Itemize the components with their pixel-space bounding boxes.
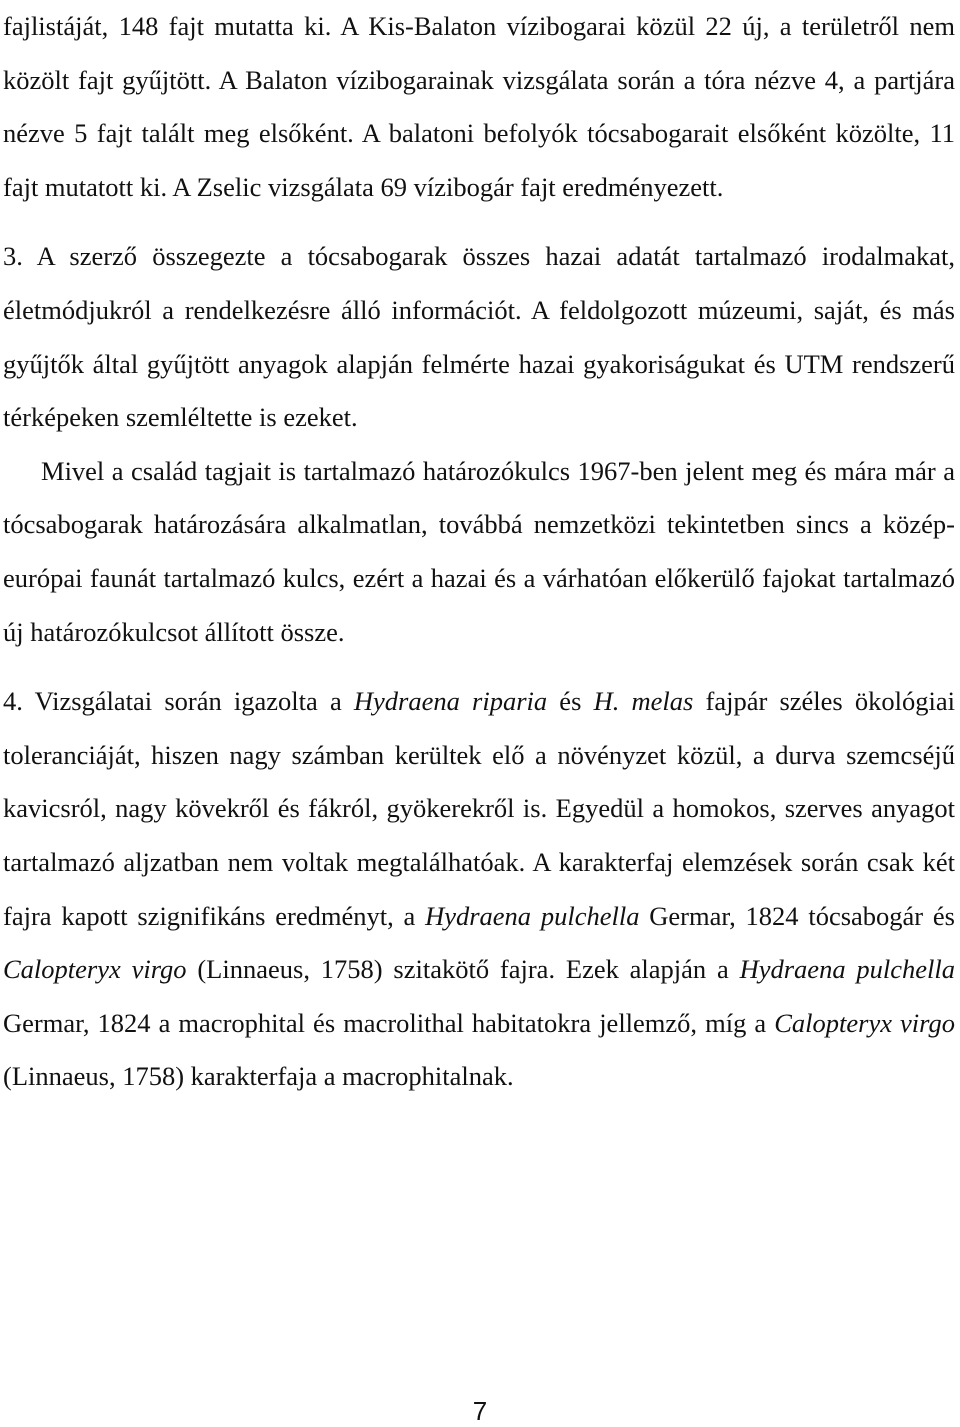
paragraph-gap xyxy=(3,659,955,675)
paragraph-4-text: Germar, 1824 tócsabogár és xyxy=(639,900,955,931)
species-name: Hydraena riparia xyxy=(353,686,548,717)
body-text xyxy=(3,0,955,1104)
paragraph-4 xyxy=(3,675,955,1104)
paragraph-3: Mivel a család tagjait is tartalmazó határozókulcs 1967-ben jelent meg és mára már a tócsabogarak határozására alkalmatlan, továbbá nemzetközi tekintetben sincs a közép-európai faunát tartalmazó kulcs, ezért a hazai és a várhatóan előkerülő fajokat tartalmazó új határozókulcsot állított össze. xyxy=(3,455,955,647)
paragraph-4-text: (Linnaeus, 1758) szitakötő fajra. Ezek alapján a xyxy=(186,954,740,985)
species-name: Hydraena pulchella xyxy=(425,900,640,931)
species-name: Calopteryx virgo xyxy=(774,1007,955,1038)
species-name: Hydraena pulchella xyxy=(739,954,956,985)
paragraph-4-text: (Linnaeus, 1758) karakterfaja a macrophitalnak. xyxy=(3,1061,514,1092)
species-name: Calopteryx virgo xyxy=(3,954,187,985)
page-number: 7 xyxy=(472,1396,488,1426)
paragraph-1: fajlistáját, 148 fajt mutatta ki. A Kis-Balaton vízibogarai közül 22 új, a területről nem közölt fajt gyűjtött. A Balaton vízibogarainak vizsgálata során a tóra nézve 4, a partjára nézve 5 fajt talált meg elsőként. A balatoni befolyók tócsabogarait elsőként közölte, 11 fajt mutatott ki. A Zselic vizsgálata 69 vízibogár fajt eredményezett. xyxy=(3,11,955,202)
paragraph-4-text: és xyxy=(547,686,594,717)
paragraph-2: 3. A szerző összegezte a tócsabogarak összes hazai adatát tartalmazó irodalmakat, életmódjukról a rendelkezésre álló információt. A feldolgozott múzeumi, saját, és más gyűjtők által gyűjtött anyagok alapján felmérte hazai gyakoriságukat és UTM rendszerű térképeken szemléltette is ezeket. xyxy=(3,241,955,433)
paragraph-4-text: 4. Vizsgálatai során igazolta a xyxy=(3,686,354,717)
species-name: H. melas xyxy=(593,686,694,717)
paragraph-gap xyxy=(3,214,955,230)
paragraph-4-text: fajpár széles ökológiai toleranciáját, hiszen nagy számban kerültek elő a növényzet közül, a durva szemcséjű kavicsról, nagy kövekről és fákról, gyökerekről is. Egyedül a homokos, szerves anyagot tartalmazó aljzatban nem voltak megtalálhatóak. A karakterfaj elemzések során csak két fajra kapott szignifikáns eredményt, a xyxy=(3,686,955,931)
paragraph-4-text: Germar, 1824 a macrophital és macrolithal habitatokra jellemző, míg a xyxy=(3,1007,775,1038)
